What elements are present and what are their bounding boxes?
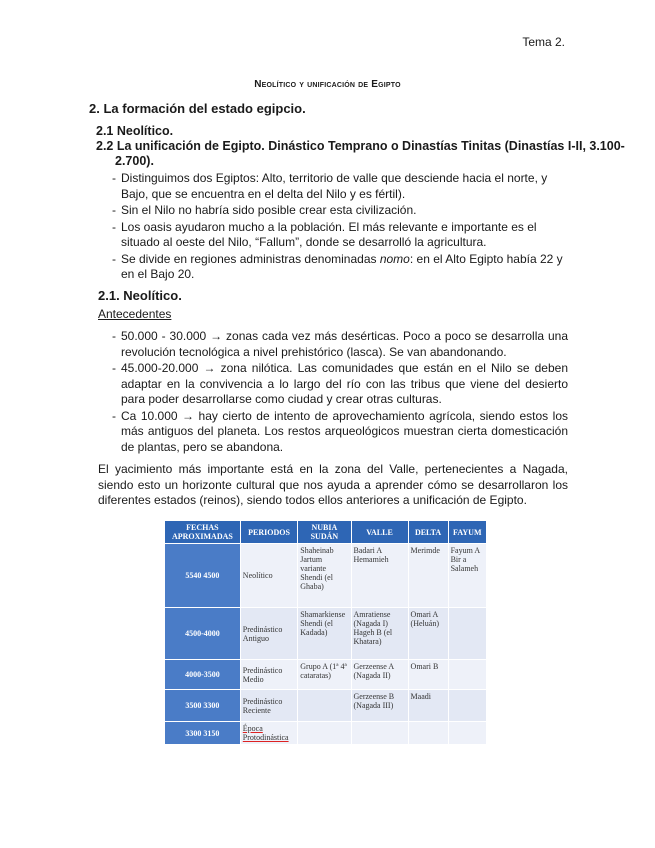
list-item: - Los oasis ayudaron mucho a la población. El más relevante e importante es el situado al oeste del Nilo, “Fallum”, donde se desarrolló la agricultura.	[113, 220, 568, 251]
table-header-row	[165, 521, 487, 544]
table-cell: Predinástico Antiguo	[240, 608, 297, 660]
table-cell	[448, 660, 486, 690]
nomo-term: nomo	[379, 251, 410, 266]
table-cell: Maadi	[408, 690, 448, 722]
list-item: - Ca 10.000 → hay cierto de intento de aprovechamiento agrícola, siendo estos los más antiguos del planeta. Los restos arqueológicos muestran cierta domesticación de plantas, pero se abandona.	[113, 409, 568, 456]
table-cell: 3300 3150	[165, 722, 241, 745]
table-cell: Omari A (Heluán)	[408, 608, 448, 660]
table-cell: Predinástico Reciente	[240, 690, 297, 722]
column-header-periodos: PERIODOS	[240, 521, 297, 544]
header-tema: Tema 2.	[522, 35, 565, 49]
timeline-table	[164, 520, 487, 745]
table-cell: Época Protodinástica	[240, 722, 297, 745]
table-row	[165, 608, 487, 660]
yacimiento-paragraph: El yacimiento más importante está en la zona del Valle, pertenecientes a Nagada, siendo esto un horizonte cultural que nos ayuda a aprender cómo se desarrollaron los diferentes estados (reinos), siendo todos ellos anteriores a unificación de Egipto.	[98, 462, 568, 507]
column-header-valle: VALLE	[351, 521, 408, 544]
table-cell: 4500-4000	[165, 608, 241, 660]
table-cell: Merimde	[408, 544, 448, 608]
table-cell	[298, 690, 351, 722]
table-cell: Neolítico	[240, 544, 297, 608]
table-cell	[448, 722, 486, 745]
antecedentes-subheading: Antecedentes	[98, 307, 172, 321]
table-cell: 4000-3500	[165, 660, 241, 690]
toc-item-2-2-cont: 2.700).	[115, 154, 154, 168]
column-header-fechas: FECHAS APROXIMADAS	[165, 521, 241, 544]
antecedentes-list	[113, 329, 568, 456]
list-item	[113, 252, 568, 283]
table-cell: Badari A Hemamieh	[351, 544, 408, 608]
column-header-nubia: NUBIA SUDÁN	[298, 521, 351, 544]
table-cell: 3500 3300	[165, 690, 241, 722]
table-row	[165, 660, 487, 690]
toc-item-2-1: 2.1 Neolítico.	[96, 124, 174, 138]
table-cell: Amratiense (Nagada I) Hageh B (el Khatara)	[351, 608, 408, 660]
document-title: Neolítico y unificación de Egipto	[254, 79, 401, 90]
table-cell: Fayum A Bir a Salameh	[448, 544, 486, 608]
table-cell: Shamarkiense Shendi (el Kadada)	[298, 608, 351, 660]
toc-bullet-list	[113, 171, 568, 284]
table-cell: Gerzeense A (Nagada II)	[351, 660, 408, 690]
list-item: - 45.000-20.000 → zona nilótica. Las comunidades que están en el Nilo se deben adaptar en la convivencia a lo largo del río con las tribus que viene del desierto para poder desarrollarse como ciudad y crear otras culturas.	[113, 361, 568, 408]
table-cell	[298, 722, 351, 745]
table-cell: Omari B	[408, 660, 448, 690]
section-2-1-heading: 2.1. Neolítico.	[98, 288, 182, 303]
column-header-fayum: FAYUM	[448, 521, 486, 544]
table-cell: Grupo A (1ª 4ª cataratas)	[298, 660, 351, 690]
nomo-suffix: : en el Alto Egipto había 22 y en el Bajo 20.	[121, 251, 563, 281]
table-row	[165, 722, 487, 745]
nomo-prefix: Se divide en regiones administras denominadas	[121, 251, 380, 266]
table-cell	[408, 722, 448, 745]
list-item: - Distinguimos dos Egiptos: Alto, territorio de valle que desciende hacia el norte, y Bajo, que se encuentra en el delta del Nilo y es fértil).	[113, 171, 568, 202]
column-header-delta: DELTA	[408, 521, 448, 544]
section-heading: 2. La formación del estado egipcio.	[89, 101, 306, 116]
table-row	[165, 690, 487, 722]
table-cell: Gerzeense B (Nagada III)	[351, 690, 408, 722]
table-row	[165, 544, 487, 608]
table-cell: Predinástico Medio	[240, 660, 297, 690]
list-item: - Sin el Nilo no habría sido posible crear esta civilización.	[113, 203, 568, 219]
table-cell: Shaheinab Jartum variante Shendi (el Ghaba)	[298, 544, 351, 608]
table-cell: 5540 4500	[165, 544, 241, 608]
table-cell	[351, 722, 408, 745]
table-cell	[448, 608, 486, 660]
list-item: - 50.000 - 30.000 → zonas cada vez más desérticas. Poco a poco se desarrolla una revolución tecnológica a nivel prehistórico (lasca). Se van abandonando.	[113, 329, 568, 360]
table-cell	[448, 690, 486, 722]
toc-item-2-2: 2.2 La unificación de Egipto. Dinástico Temprano o Dinastías Tinitas (Dinastías I-II, 3.100-	[96, 139, 625, 153]
